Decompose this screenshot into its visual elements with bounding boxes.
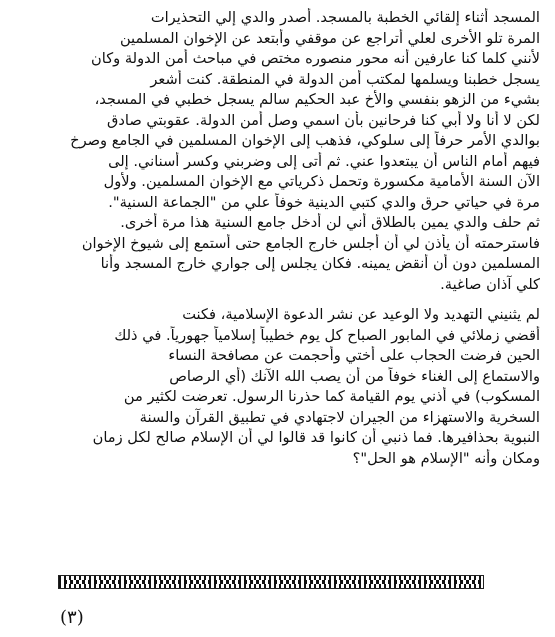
text-line: بوالدي الأمر حرفاً إلى سلوكي، فذهب إلى الإخوان المسلمين في الجامع وصرخ bbox=[70, 132, 540, 149]
text-line: المسجد أثناء إلقائي الخطبة بالمسجد. أصدر والدي إلي التحذيرات bbox=[150, 9, 540, 26]
text-line: المسكوب) في أذني يوم القيامة كما حذرنا الرسول. تعرضت لكثير من bbox=[123, 388, 540, 405]
page-number: (٣) bbox=[60, 607, 84, 628]
text-line: الحين فرضت الحجاب على أختي وأحجمت عن مصافحة النساء bbox=[168, 347, 540, 364]
text-line: النبوية بحذافيرها. فما ذنبي أن كانوا قد قالوا لي أن الإسلام صالح لكل زمان bbox=[92, 429, 540, 446]
text-line: يسجل خطبنا ويسلمها لمكتب أمن الدولة في المنطقة. كنت أشعر bbox=[150, 70, 540, 88]
body-text bbox=[14, 8, 540, 469]
text-line: والاستماع إلى الغناء خوفاً من أن يصب الله الآنك (أي الرصاص bbox=[169, 367, 540, 385]
paragraph-gap bbox=[14, 295, 540, 305]
text-line: بشيء من الزهو بنفسي والأخ عبد الحكيم سالم يسجل خطبي في المسجد، bbox=[94, 91, 540, 108]
text-line: كلي آذان صاغية. bbox=[440, 275, 540, 293]
text-line: لأنني كلما كنا عارفين أنه محور منصوره مختص في مباحث أمن الدولة وكان bbox=[91, 50, 540, 67]
text-line: لكن لا أنا ولا أبي كنا فرحانين بأن اسمي وصل أمن الدولة. عقوبتي صادق bbox=[107, 111, 540, 129]
text-line: السخرية والاستهزاء من الجيران لاجتهادي في تطبيق القرآن والسنة bbox=[139, 408, 540, 426]
text-line: أقضي زملائي في المابور الصباح كل يوم خطيباً إسلامياً جهورياً. في ذلك bbox=[114, 326, 540, 344]
text-line: ومكان وأنه "الإسلام هو الحل"؟ bbox=[352, 449, 540, 467]
text-line: فاسترحمته أن يأذن لي أن أجلس خارج الجامع حتى أستمع إلى شيوخ الإخوان bbox=[81, 234, 540, 252]
text-line: المرة تلو الأخرى لعلي أتراجع عن موقفي وأبتعد عن الإخوان المسلمين bbox=[119, 29, 540, 47]
text-line: مرة في حياتي حرق والدي كتبي الدينية خوفاً علي من "الجماعة السنية". bbox=[108, 193, 540, 211]
text-line: المسلمين دون أن أنقض يمينه. فكان يجلس إلى جواري خارج المسجد وأنا bbox=[100, 255, 540, 272]
text-line: الآن السنة الأمامية مكسورة وتحمل ذكرياتي مع الإخوان المسلمين. ولأول bbox=[103, 173, 540, 190]
text-line: فيهم أمام الناس أن يبتعدوا عني. ثم أتى إلى وضربني وكسر أسناني. إلى bbox=[108, 152, 540, 170]
text-line: ثم حلف والدي يمين بالطلاق أني لن أدخل جامع السنية هذا مرة أخرى. bbox=[120, 214, 540, 231]
decorative-border bbox=[58, 575, 484, 589]
text-line: لم يثنيني التهديد ولا الوعيد عن نشر الدعوة الإسلامية، فكنت bbox=[182, 306, 540, 323]
